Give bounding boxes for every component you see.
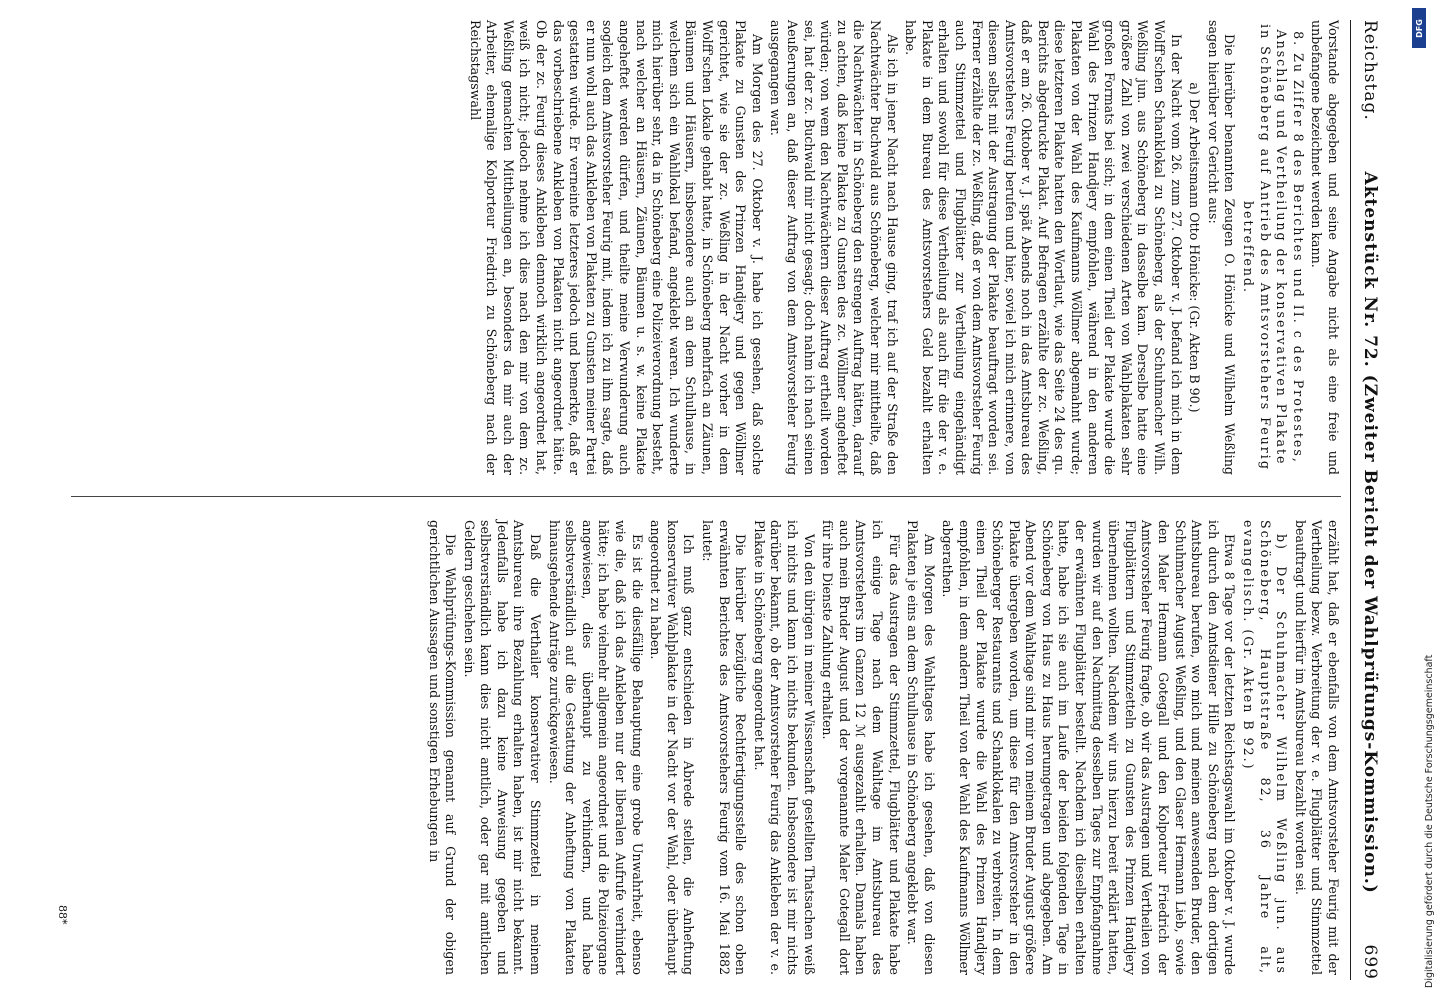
paragraph: Vorstande abgegeben und seine Angabe nicht als eine freie und unbefangene bezeichnet werden kann. — [1309, 20, 1341, 475]
page-number: 699 — [1360, 944, 1380, 980]
left-column — [464, 20, 1341, 475]
paragraph: Es ist die diesfällige Behauptung eine grobe Unwahrheit, ebenso wie die, daß ich das Ankleben nur der liberalen Aufrufe verhindert hätte; ich habe vielmehr allgemein angeordnet und die Polizeiorgane angewiesen, dies überhaupt zu verhindern, und habe selbstverständlich auf die Gestattung der Anheftung von Plakaten hinausgehende Anträge zurückgewiesen. — [546, 520, 645, 975]
paragraph: Die Wahlprüfungs-Kommission genannt auf Grund der obigen gerichtlichen Aussagen und sonstigen Erhebungen in — [426, 520, 459, 975]
right-column — [423, 520, 1341, 975]
header-left: Reichstag. — [1360, 20, 1380, 121]
header-title: Aktenstück Nr. 72. (Zweiter Bericht der Wahlprüfungs-Kommission.) — [1360, 171, 1380, 894]
paragraph: Ich muß ganz entschieden in Abrede stellen, die Anheftung konservativer Wahlplakate in der Nacht vor der Wahl, oder überhaupt angeordnet zu haben. — [648, 520, 697, 975]
paragraph: Die hierüber bezügliche Rechtfertigungsstelle des schon oben erwähnten Berichtes des Amtsvorstehers Feurig vom 16. Mai 1882 lautet: — [700, 520, 749, 975]
paragraph: Als ich in jener Nacht nach Hause ging, traf ich auf der Straße den Nachtwächter Buchwald aus Schöneberg, welcher mir mittheilte, daß die Nachtwächter in Schöneberg den strengen Auftrag hätten, darauf zu achten, daß keine Plakate zu Gunsten des zc. Wöllmer angeheftet würden; von wem den Nachtwächtern dieser Auftrag ertheilt worden sei, hat der zc. Buchwald mir nicht gesagt; doch nahm ich nach seinen Aeußerungen an, daß dieser Auftrag von dem Amtsvorsteher Feurig ausgegangen war. — [768, 20, 900, 475]
dfg-badge-label: DFG — [1414, 18, 1424, 38]
header-rule — [1350, 20, 1351, 980]
page-header — [1355, 20, 1385, 980]
paragraph: Etwa 8 Tage vor der letzten Reichstagswahl im Oktober v. J. wurde ich durch den Amtsdiener Hille zu Schöneberg nach dem dortigen Amtsbureau berufen, wo mich und meinen anwesenden Bruder, den Schuhmacher August Weßling, und den Glaser Hermann Lieb, sowie den Maler Hermann Gotegall und den Kolporteur Friedrich der Amtsvorsteher Feurig fragte, ob wir das Austragen und Vertheilen von Flugblättern und Stimmzetteln zu Gunsten des Prinzen Handjery übernehmen wollten. Nachdem wir uns hierzu bereit erklärt hatten, wurden wir auf den Nachmittag desselben Tages zur Empfangnahme der erwähnten Flugblätter bestellt. Nachdem ich dieselben erhalten hatte, habe ich sie auch im Laufe der beiden folgenden Tage in Schöneberg von Haus zu Haus herumgetragen und abgegeben. Am Abend vor dem Wahltage sind mir von meinem Bruder August größere Plakate übergeben worden, um diese für den Amtsvorsteher in den Schöneberger Restaurants und Schanklokalen zu verbreiten. In dem einen Theil der Plakate wurde die Wahl des Prinzen Handjery empfohlen, in dem andern Theil von der Wahl des Kaufmanns Wöllmer abgerathen. — [940, 520, 1238, 975]
column-divider — [71, 496, 1341, 497]
paragraph: In der Nacht vom 26. zum 27. Oktober v. J. befand ich mich in dem Wolff'schen Schanklokal zu Schöneberg, als der Schuhmacher Wilh. Weßling jun. aus Schöneberg in dasselbe kam. Derselbe hatte eine größere Zahl von zwei verschiedenen Arten von Wahlplakaten sehr großen Formats bei sich; in dem einen Theil der Plakate wurde die Wahl des Prinzen Handjery empfohlen, während in den anderen Plakaten von der Wahl des Kaufmanns Wöllmer abgemahnt wurde; diese letzteren Plakate hatten den Wortlaut, wie das Seite 24 des qu. Berichts abgedruckte Plakat. Auf Befragen erzählte der zc. Weßling, daß er am 26. Oktober v. J. spät Abends noch in das Amtsbureau des Amtsvorstehers Feurig berufen und hier, soviel ich mich erinnere, von diesem selbst mit der Austragung der Plakate beauftragt worden sei. Ferner erzählte der zc. Weßling, daß er von dem Amtsvorsteher Feurig auch Stimmzettel und Flugblätter zur Vertheilung eingehändigt erhalten und sowohl für diese Vertheilung als auch für die der v. e. Plakate in dem Bureau des Amtsvorstehers Geld bezahlt erhalten habe. — [903, 20, 1184, 475]
paragraph: Am Morgen des Wahltages habe ich gesehen, daß von diesen Plakaten je eins an dem Schulhause in Schöneberg angeklebt war. — [905, 520, 937, 975]
digitization-sidebar — [1408, 8, 1435, 988]
dfg-logo-icon — [1412, 8, 1426, 48]
paragraph: Am Morgen des 27. Oktober v. J. habe ich gesehen, daß solche Plakate zu Gunsten des Prinzen Handjery und gegen Wöllmer gerichtet, wie sie der zc. Weßling in der Nacht vorher in dem Wolff'schen Lokale gehabt hatte, in Schöneberg mehrfach an Zäunen, Bäumen und Häusern, insbesondere auch an dem Schulhause, in welchem sich ein Wahllokal befand, angeklebt waren. Ich wunderte mich hierüber sehr, da in Schöneberg eine Polizeiverordnung besteht, nach welcher an Häusern, Zäunen, Bäumen u. s. w. keine Plakate angeheftet werden dürfen, und theilte meine Verwunderung auch sogleich dem Amtsvorsteher Feurig mit, indem ich zu ihm sagte, daß er nun wohl auch das Ankleben von Plakaten zu Gunsten meiner Partei gestatten würde. Er verneinte letzteres jedoch und bemerkte, daß er das vorbeschriebene Ankleben von Plakaten nicht angeordnet hätte. Ob der zc. Feurig dieses Ankleben dennoch wirklich angeordnet hat, weiß ich nicht; jedoch nehme ich dies nach den mir von dem zc. Weßling gemachten Mittheilungen an, besonders da mir auch der Arbeiter, ehemalige Kolporteur Friedrich zu Schöneberg nach der Reichstagswahl — [467, 20, 765, 475]
section-heading: 8. Zu Ziffer 8 des Berichtes und II. c des Protestes, Anschlag und Vertheilung der konservativen Plakate in Schöneberg auf Antrieb des Amtsvorstehers Feurig betreffend. — [1241, 24, 1306, 471]
paragraph: erzählt hat, daß er ebenfalls von dem Amtsvorsteher Feurig mit der Vertheilung bezw. Verbreitung der v. e. Flugblätter und Stimmzettel beauftragt und hierfür im Amtsbureau bezahlt worden sei. — [1292, 520, 1341, 975]
paragraph: Die hierüber benannten Zeugen O. Hönicke und Wilhelm Weßling sagen hierüber vor Gericht aus: — [1205, 20, 1238, 475]
paragraph: Daß die Verthailer konservativer Stimmzettel in meinem Amtsbureau ihre Bezahlung erhalten haben, ist mir nicht bekannt. Jedenfalls habe ich dazu keine Anweisung gegeben und selbstverständlich kann dies nicht amtlich, oder gar mit amtlichen Geldern geschehen sein. — [461, 520, 544, 975]
witness-heading: a) Der Arbeitsmann Otto Hönicke: (Gr. Akten B 90.) — [1187, 82, 1203, 413]
scanned-page — [45, 20, 1385, 980]
witness-heading: b) Der Schuhmacher Wilhelm Weßling jun. aus Schöneberg, Hauptstraße 82, 36 Jahre alt, evangelisch. (Gr. Akten B 92.) — [1241, 520, 1290, 975]
paragraph: Für das Austragen der Stimmzettel, Flugblätter und Plakate habe ich einige Tage nach dem Wahltage im Amtsbureau des Amtsvorstehers im Ganzen 12 ℳ ausgezahlt erhalten. Damals haben auch mein Bruder August und der vorgenannte Maler Gotegall dort für ihre Dienste Zahlung erhalten. — [820, 520, 902, 975]
paragraph: Von den übrigen in meiner Wissenschaft gestellten Thatsachen weiß ich nichts und kann ich nichts bekunden. Insbesondere ist mir nichts darüber bekannt, ob der Amtsvorsteher Feurig das Ankleben der v. e. Plakate in Schöneberg angeordnet hat. — [751, 520, 817, 975]
funding-credit: Digitalisierung gefördert durch die Deutsche Forschungsgemeinschaft — [1424, 654, 1435, 988]
signature-mark: 88* — [56, 905, 69, 925]
